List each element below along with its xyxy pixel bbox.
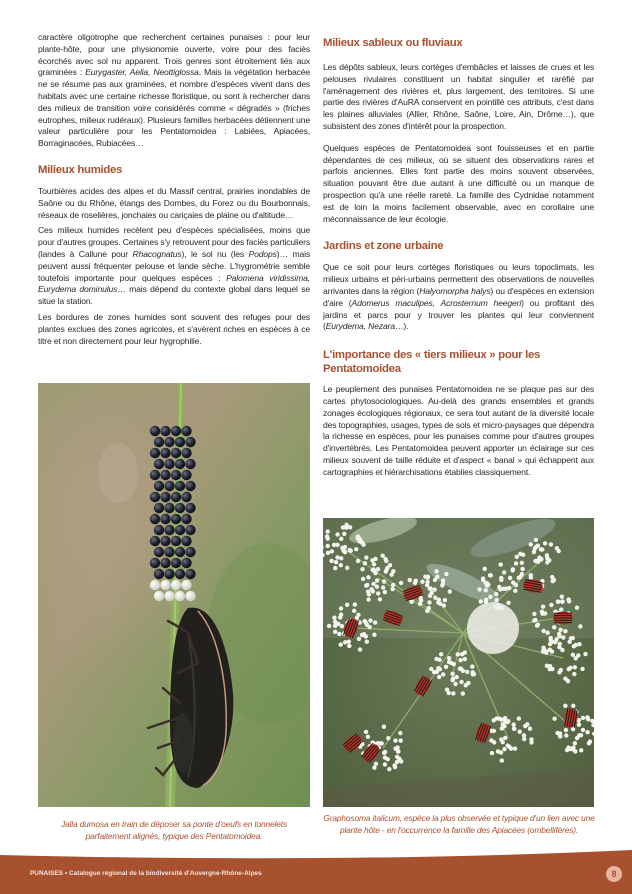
- graphosoma-illustration: [323, 518, 594, 807]
- egg: [150, 580, 160, 590]
- egg: [150, 514, 160, 524]
- egg: [171, 558, 181, 568]
- egg: [175, 591, 185, 601]
- text-span: . Mais la végétation herbacée ne se résume pas aux graminées, et nombre d'espèces vivent dans des habitats avec une certaine richesse floristique, ou sont à rechercher dans des milieux de transition voire considérés comme « dégradés » (friches eutrophes, milieux rudéraux). Plusieurs familles herbacées détiennent une valeur particulière pour les Pentatomoidea : Labiées, Apiacées, Borraginacées, Rubiacées…: [38, 67, 311, 149]
- egg: [160, 514, 170, 524]
- egg: [185, 547, 195, 557]
- taxon-italic: Adomerus maculipes, Acrosternum heegeri: [351, 297, 522, 308]
- heading-tiers-milieux: L'importance des « tiers milieux » pour les Pentatomoidea: [323, 349, 541, 376]
- jardins-paragraph: [323, 262, 594, 333]
- striped-bug: [553, 612, 573, 625]
- egg: [150, 448, 160, 458]
- egg: [185, 503, 195, 513]
- photo-caption-jalla: Jalla dumosa en train de déposer sa ponte d'oeufs en tonnelets parfaitement alignés, typique des Pentatomoidea.: [60, 819, 288, 841]
- egg: [175, 525, 185, 535]
- egg: [185, 569, 195, 579]
- heading-milieux-humides: Milieux humides: [38, 163, 123, 176]
- egg: [171, 536, 181, 546]
- egg: [164, 547, 174, 557]
- heading-milieux-sableux: Milieux sableux ou fluviaux: [323, 37, 463, 49]
- egg: [181, 426, 191, 436]
- egg: [181, 448, 191, 458]
- humides-paragraph-2: [38, 225, 310, 308]
- jalla-dumosa-illustration: [38, 383, 310, 807]
- egg: [175, 481, 185, 491]
- egg: [164, 503, 174, 513]
- egg: [164, 437, 174, 447]
- egg: [154, 481, 164, 491]
- egg: [181, 558, 191, 568]
- egg: [150, 492, 160, 502]
- right-column: [323, 32, 594, 479]
- tiers-milieux-paragraph: Le peuplement des punaises Pentatomoidea ne se plaque pas sur des cartes phytosociologiques. Au-delà des grands ensembles et grands zonages écologiques régionaux, ce sera tout autant de la diversité locale des topographies, usages, types de sols et micro-paysages que dépendra la richesse en espèces, pour les punaises comme pour d'autres groupes d'invertébrés. Les Pentatomoidea peuvent apporter un éclairage sur ces milieux souvent de taille réduite et d'aspect « banal » qui échappent aux cartographies et hiérarchisations établies classiquement.: [323, 384, 594, 477]
- egg: [171, 426, 181, 436]
- egg: [150, 426, 160, 436]
- egg: [171, 470, 181, 480]
- photo-graphosoma-italicum: [323, 518, 594, 807]
- footer-title: PUNAISES • Catalogue régional de la biodiversité d'Auvergne-Rhône-Alpes: [30, 870, 262, 877]
- left-column: [38, 32, 310, 347]
- egg: [160, 470, 170, 480]
- egg: [171, 448, 181, 458]
- humides-paragraph-1: Tourbières acides des alpes et du Massif central, prairies inondables de Saône ou du Rhône, étangs des Dombes, du Forez ou du Bourbonnais, réseaux de roselières, jonchaies ou cariçaies de plaine ou d'altitude…: [38, 185, 310, 220]
- egg: [175, 459, 185, 469]
- text-span: …).: [394, 321, 409, 332]
- photo-jalla-dumosa: [38, 383, 310, 807]
- egg: [171, 492, 181, 502]
- heading-jardins: Jardins et zone urbaine: [323, 240, 444, 253]
- egg: [150, 470, 160, 480]
- egg: [181, 470, 191, 480]
- egg: [160, 426, 170, 436]
- egg: [160, 536, 170, 546]
- egg: [160, 558, 170, 568]
- egg: [160, 448, 170, 458]
- egg: [185, 591, 195, 601]
- egg: [154, 569, 164, 579]
- egg: [154, 591, 164, 601]
- text-span: ) ou profitant des jardins et parcs pour y trouver les plantes qui leur conviennent (: [323, 297, 594, 332]
- egg: [164, 481, 174, 491]
- egg: [150, 536, 160, 546]
- intro-paragraph: [38, 32, 310, 150]
- egg: [175, 569, 185, 579]
- taxon-italic: Halyomorpha halys: [419, 285, 491, 296]
- sableux-paragraph-1: Les dépôts sableux, leurs cortèges d'embâcles et laisses de crues et les pelouses rivulaires constituent un habitat singulier et raréfié par l'aménagement des rivières et, plus largement, des territoires. Si une partie des rivières d'AuRA conservent en pointillé ces attributs, c'est dans les plaines alluviales (Allier, Rhône, Saône, Loire, Ain, Drôme…), que subsistent des zones d'intérêt pour la prospection.: [323, 62, 594, 131]
- egg: [175, 437, 185, 447]
- egg: [181, 580, 191, 590]
- egg: [185, 525, 195, 535]
- egg: [185, 459, 195, 469]
- egg: [164, 569, 174, 579]
- text-span: Que ce soit pour leurs cortèges floristiques ou leurs topoclimats, les milieux urbains et péri-urbains permettent des observations de nouvelles arrivantes dans la région (: [323, 262, 594, 296]
- text-span: … mais dépend du contexte global dans lequel se situe la station.: [38, 284, 310, 307]
- page-number: 8: [606, 866, 622, 882]
- egg: [181, 536, 191, 546]
- photo-caption-graphosoma: Graphosoma italicum, espèce la plus observée et typique d'un lien avec une plante hôte - en l'occurrence la famille des Apiacées (ombellifères).: [323, 813, 595, 835]
- text-span: caractère oligotrophe que recherchent certaines punaises : pour leur plante-hôte, pour une physionomie ouverte, voire pour des faciès écorchés avec sol nu apparent. Trois genres sont étroitement liés aux graminées :: [38, 32, 310, 78]
- egg: [160, 580, 170, 590]
- taxon-italic: Palomena viridissima, Eurydema dominulus: [38, 272, 310, 295]
- egg: [164, 459, 174, 469]
- egg: [150, 558, 160, 568]
- central-umbel: [467, 602, 519, 654]
- egg: [160, 492, 170, 502]
- genera-italic: Eurygaster, Aelia, Neottiglossa: [85, 67, 199, 78]
- egg: [154, 459, 164, 469]
- egg: [171, 514, 181, 524]
- taxon-italic: Eurydema, Nezara: [325, 321, 395, 332]
- sableux-paragraph-2: Quelques espèces de Pentatomoidea sont fouisseuses et en partie dépendantes de ces milieux, où se situent des observations rares et parfois anciennes. Elles font partie des moins souvent observées, situation pouvant être due autant à une difficulté ou un manque de prospection qu'à une réelle rareté. La famille des Cydnidae notamment est de loin la moins facilement observable, avec en corollaire une méconnaissance de leur écologie.: [323, 142, 594, 224]
- text-span: )… mais peuvent aussi fréquenter pelouse et lande sèche. L'hygrométrie semble toutefois importante pour quelques espèces :: [38, 248, 310, 283]
- egg: [164, 591, 174, 601]
- egg: [164, 525, 174, 535]
- egg: [154, 437, 164, 447]
- text-span: Ces milieux humides recèlent peu d'espèces spécialisées, moins que pour d'autres groupes. Certaines s'y retrouvent pour des faciès particuliers (landes à Callune pour: [38, 225, 310, 259]
- egg: [154, 525, 164, 535]
- egg: [154, 503, 164, 513]
- egg: [181, 514, 191, 524]
- taxon-italic: Podops: [248, 248, 277, 259]
- egg: [181, 492, 191, 502]
- humides-paragraph-3: Les bordures de zones humides sont souvent des refuges pour des plantes exclues des zones agricoles, et s'avèrent riches en espèces à ce titre et non directement pour leur hygrophilie.: [38, 311, 310, 346]
- egg: [171, 580, 181, 590]
- text-span: ) ou d'espèces en extension d'aire (: [323, 285, 594, 308]
- text-span: ), le sol nu (les: [181, 248, 249, 259]
- egg: [185, 481, 195, 491]
- egg: [175, 547, 185, 557]
- egg: [154, 547, 164, 557]
- egg: [185, 437, 195, 447]
- taxon-italic: Rhacognatus: [132, 248, 182, 259]
- egg: [175, 503, 185, 513]
